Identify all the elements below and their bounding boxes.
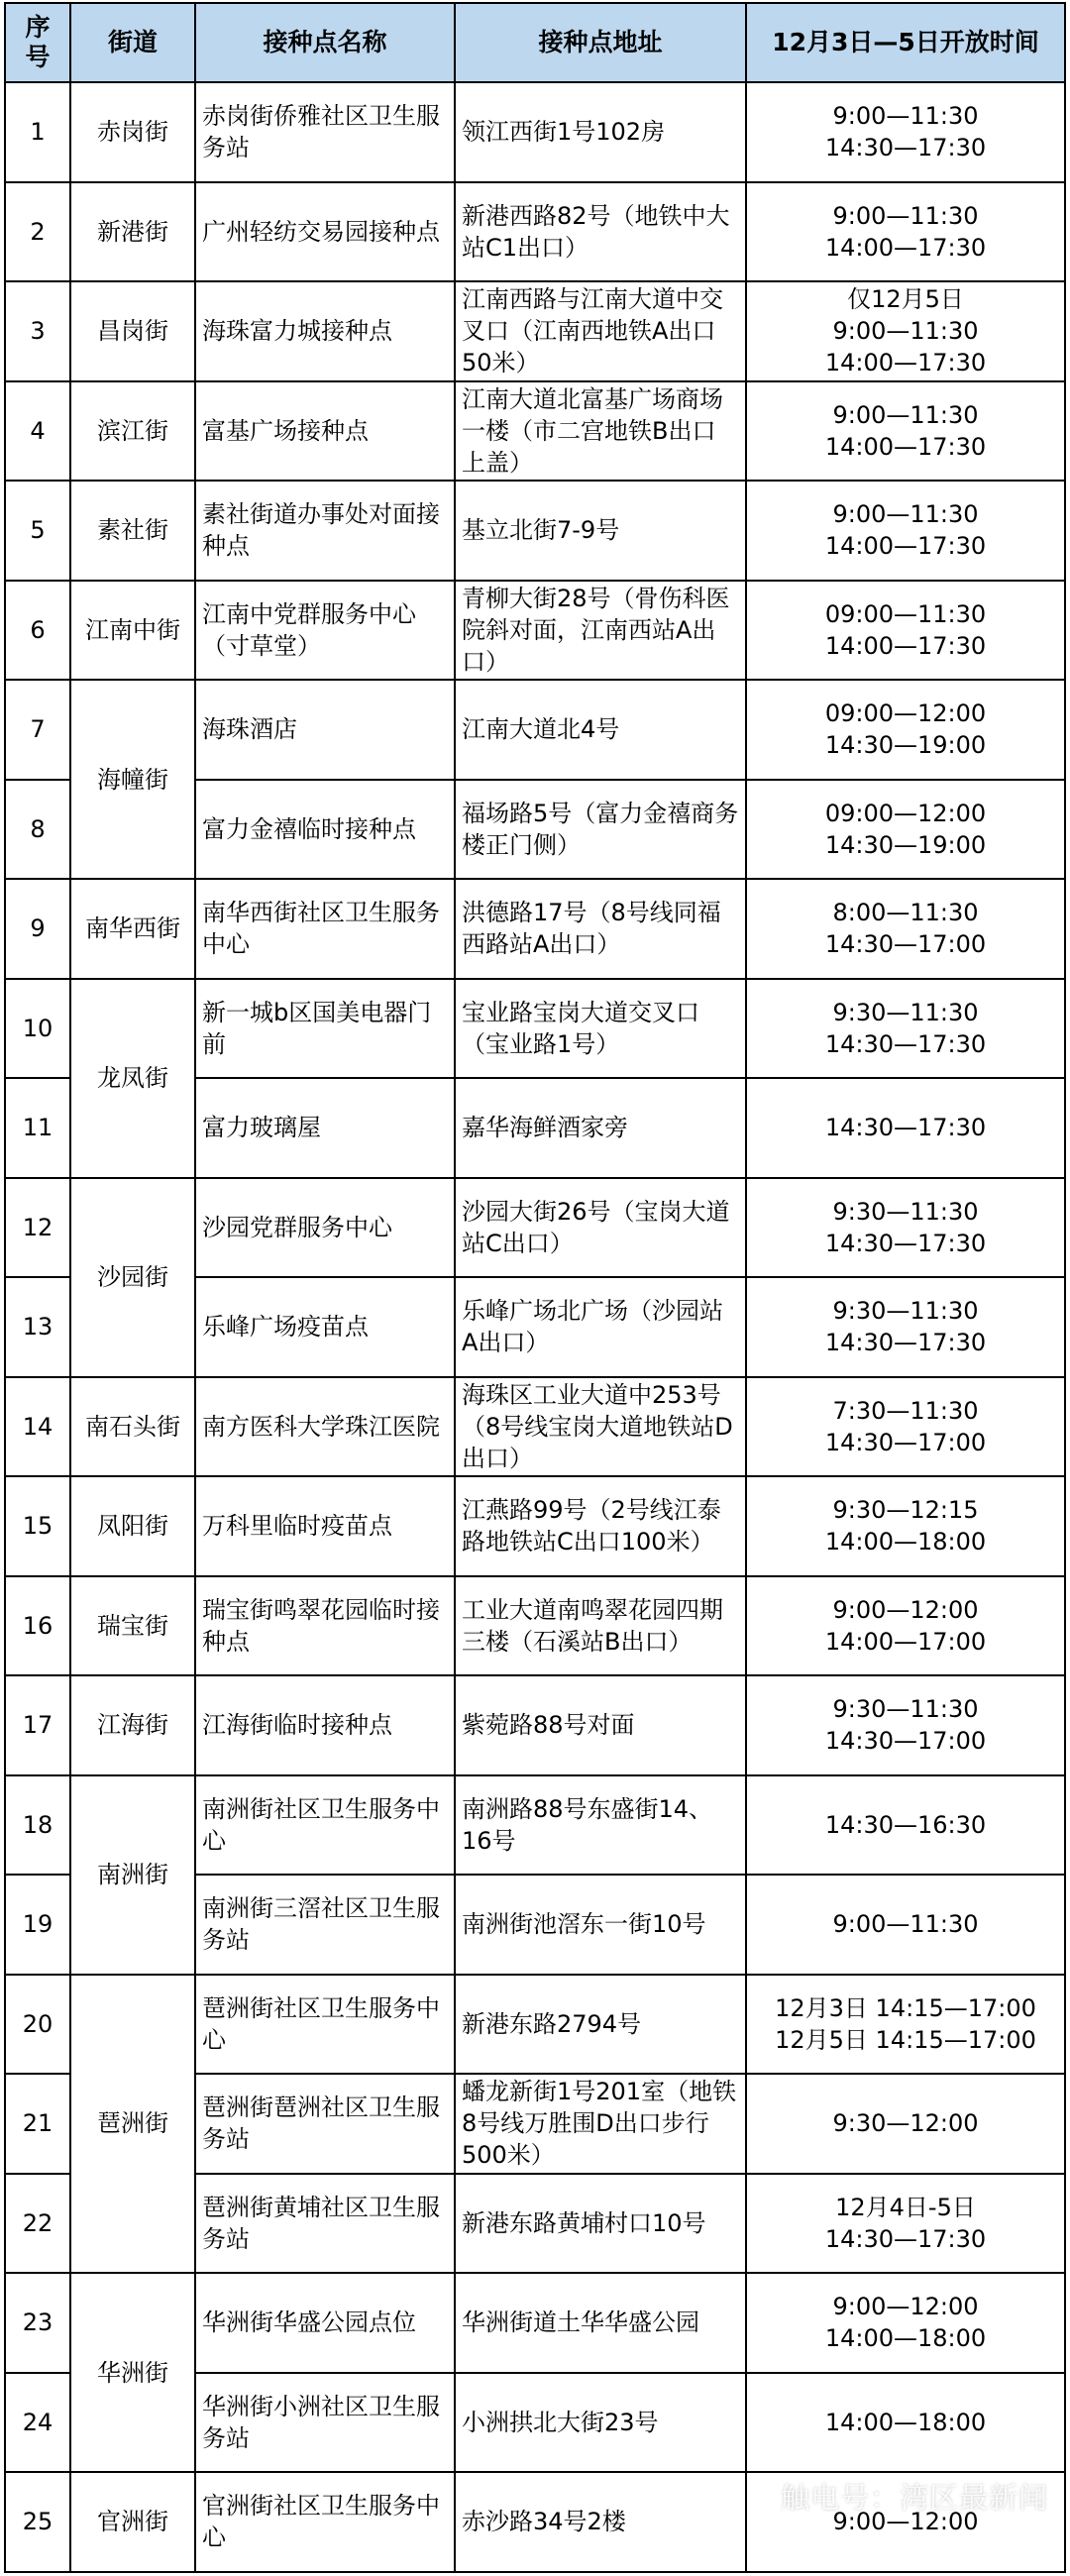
- row-serial-number: 15: [5, 1476, 70, 1576]
- table-header-row: [5, 3, 1065, 82]
- row-opening-time: [746, 2174, 1065, 2274]
- row-street: 赤岗街: [70, 82, 195, 182]
- row-serial-number: 14: [5, 1377, 70, 1477]
- row-serial-number: 9: [5, 879, 70, 979]
- time-slot: 9:00—11:30: [832, 317, 979, 346]
- vaccination-sites-table: [4, 2, 1066, 2573]
- row-site-name: 南方医科大学珠江医院: [195, 1377, 455, 1477]
- row-opening-time: [746, 1775, 1065, 1876]
- row-site-address: 福场路5号（富力金禧商务楼正门侧）: [455, 780, 746, 880]
- time-slot: 9:30—12:00: [832, 2109, 979, 2138]
- time-slot: 09:00—11:30: [824, 599, 987, 628]
- time-slot: 14:00—17:30: [824, 233, 987, 262]
- time-slot: 9:00—11:30: [832, 1910, 979, 1939]
- time-slot: 9:00—12:00: [832, 2293, 979, 2321]
- row-site-address: 海珠区工业大道中253号（8号线宝岗大道地铁站D出口）: [455, 1377, 746, 1477]
- row-serial-number: 19: [5, 1875, 70, 1975]
- time-slot: 09:00—12:00: [824, 699, 987, 728]
- row-opening-time: [746, 1277, 1065, 1377]
- time-slot: 14:30—17:00: [824, 930, 987, 959]
- row-site-name: 富力金禧临时接种点: [195, 780, 455, 880]
- row-site-address: 江南大道北富基广场商场一楼（市二宫地铁B出口上盖）: [455, 381, 746, 482]
- time-slot: 14:30—17:30: [824, 1114, 987, 1142]
- row-serial-number: 25: [5, 2472, 70, 2572]
- time-slot: 14:00—17:30: [824, 532, 987, 561]
- row-opening-time: [746, 1975, 1065, 2075]
- row-opening-time: [746, 1576, 1065, 1676]
- row-site-address: 南洲路88号东盛街14、16号: [455, 1775, 746, 1876]
- row-site-name: 沙园党群服务中心: [195, 1178, 455, 1278]
- time-slot: 14:00—18:00: [824, 2324, 987, 2353]
- row-serial-number: 10: [5, 979, 70, 1079]
- time-slot: 14:30—17:30: [824, 134, 987, 162]
- row-opening-time: [746, 680, 1065, 780]
- row-serial-number: 13: [5, 1277, 70, 1377]
- table-row: [5, 481, 1065, 581]
- row-street: 海幢街: [70, 680, 195, 879]
- table-row: [5, 82, 1065, 182]
- header-site-name: 接种点名称: [195, 3, 455, 82]
- time-slot: 12月4日-5日: [835, 2193, 976, 2221]
- time-slot: 9:00—11:30: [832, 500, 979, 529]
- row-serial-number: 18: [5, 1775, 70, 1876]
- time-slot: 12月3日 14:15—17:00: [775, 1993, 1036, 2022]
- row-site-name: 瑞宝街鸣翠花园临时接种点: [195, 1576, 455, 1676]
- row-opening-time: [746, 381, 1065, 482]
- row-opening-time: [746, 281, 1065, 381]
- header-serial-number: [5, 3, 70, 82]
- row-street: 新港街: [70, 182, 195, 282]
- time-slot: 14:30—17:30: [824, 1029, 987, 1058]
- row-site-address: 蟠龙新街1号201室（地铁8号线万胜围D出口步行500米）: [455, 2074, 746, 2174]
- row-serial-number: 8: [5, 780, 70, 880]
- table-row: [5, 979, 1065, 1079]
- table-row: [5, 1476, 1065, 1576]
- row-street: 滨江街: [70, 381, 195, 482]
- time-slot: 14:00—17:30: [824, 432, 987, 461]
- row-site-name: 官洲街社区卫生服务中心: [195, 2472, 455, 2572]
- time-slot: 7:30—11:30: [832, 1396, 979, 1425]
- row-site-name: 南洲街社区卫生服务中心: [195, 1775, 455, 1876]
- table-row: [5, 1775, 1065, 1876]
- row-site-address: 紫菀路88号对面: [455, 1675, 746, 1775]
- time-slot: 8:00—11:30: [832, 899, 979, 927]
- table-row: [5, 1178, 1065, 1278]
- row-serial-number: 23: [5, 2273, 70, 2373]
- row-opening-time: [746, 481, 1065, 581]
- header-street: 街道: [70, 3, 195, 82]
- row-street: 琶洲街: [70, 1975, 195, 2274]
- row-serial-number: 21: [5, 2074, 70, 2174]
- row-opening-time: [746, 780, 1065, 880]
- row-site-name: 琶洲街黄埔社区卫生服务站: [195, 2174, 455, 2274]
- table-row: [5, 1975, 1065, 2075]
- row-serial-number: 7: [5, 680, 70, 780]
- time-slot: 9:30—11:30: [832, 1297, 979, 1326]
- table-row: [5, 879, 1065, 979]
- row-site-address: 基立北街7-9号: [455, 481, 746, 581]
- table-body: [5, 82, 1065, 2572]
- row-site-name: 海珠富力城接种点: [195, 281, 455, 381]
- time-slot: 14:30—19:00: [824, 830, 987, 859]
- row-site-name: 南洲街三滘社区卫生服务站: [195, 1875, 455, 1975]
- table-row: [5, 1377, 1065, 1477]
- row-site-address: 南洲街池滘东一街10号: [455, 1875, 746, 1975]
- row-site-name: 江南中党群服务中心（寸草堂）: [195, 581, 455, 681]
- time-slot: 14:00—17:00: [824, 1627, 987, 1656]
- time-slot: 9:00—12:00: [832, 1595, 979, 1624]
- time-slot: 14:30—16:30: [824, 1810, 987, 1839]
- table-row: [5, 581, 1065, 681]
- row-site-name: 万科里临时疫苗点: [195, 1476, 455, 1576]
- row-opening-time: [746, 1875, 1065, 1975]
- time-slot: 09:00—12:00: [824, 799, 987, 827]
- row-site-address: 工业大道南鸣翠花园四期三楼（石溪站B出口）: [455, 1576, 746, 1676]
- row-street: 昌岗街: [70, 281, 195, 381]
- row-site-address: 新港西路82号（地铁中大站C1出口）: [455, 182, 746, 282]
- row-serial-number: 17: [5, 1675, 70, 1775]
- time-slot: 9:30—11:30: [832, 998, 979, 1026]
- row-site-name: 素社街道办事处对面接种点: [195, 481, 455, 581]
- row-serial-number: 3: [5, 281, 70, 381]
- row-site-address: 洪德路17号（8号线同福西路站A出口）: [455, 879, 746, 979]
- row-site-address: 江南大道北4号: [455, 680, 746, 780]
- row-site-address: 华洲街道土华华盛公园: [455, 2273, 746, 2373]
- row-site-name: 华洲街小洲社区卫生服务站: [195, 2373, 455, 2473]
- row-site-name: 乐峰广场疫苗点: [195, 1277, 455, 1377]
- row-opening-time: [746, 979, 1065, 1079]
- source-watermark: 触电号：湾区最新闻: [780, 2481, 1048, 2515]
- row-opening-time: [746, 2373, 1065, 2473]
- row-site-name: 琶洲街琶洲社区卫生服务站: [195, 2074, 455, 2174]
- row-serial-number: 5: [5, 481, 70, 581]
- row-street: 凤阳街: [70, 1476, 195, 1576]
- row-street: 沙园街: [70, 1178, 195, 1377]
- header-opening-time: 12月3日—5日开放时间: [746, 3, 1065, 82]
- row-opening-time: [746, 182, 1065, 282]
- table-row: [5, 2273, 1065, 2373]
- time-slot: 9:00—11:30: [832, 400, 979, 429]
- row-site-address: 赤沙路34号2楼: [455, 2472, 746, 2572]
- row-site-address: 新港东路2794号: [455, 1975, 746, 2075]
- row-site-name: 江海街临时接种点: [195, 1675, 455, 1775]
- table-row: [5, 182, 1065, 282]
- row-serial-number: 16: [5, 1576, 70, 1676]
- row-serial-number: 24: [5, 2373, 70, 2473]
- row-site-address: 宝业路宝岗大道交叉口（宝业路1号）: [455, 979, 746, 1079]
- row-site-address: 新港东路黄埔村口10号: [455, 2174, 746, 2274]
- header-serial-line2: 号: [25, 43, 51, 71]
- row-site-address: 领江西街1号102房: [455, 82, 746, 182]
- row-serial-number: 4: [5, 381, 70, 482]
- row-site-name: 广州轻纺交易园接种点: [195, 182, 455, 282]
- time-slot: 9:30—11:30: [832, 1695, 979, 1724]
- time-slot: 9:00—12:00: [832, 2508, 979, 2536]
- time-slot: 9:30—12:15: [832, 1496, 979, 1525]
- row-opening-time: [746, 82, 1065, 182]
- row-serial-number: 20: [5, 1975, 70, 2075]
- row-site-name: 海珠酒店: [195, 680, 455, 780]
- row-site-name: 琶洲街社区卫生服务中心: [195, 1975, 455, 2075]
- table-row: [5, 1576, 1065, 1676]
- time-slot: 9:00—11:30: [832, 102, 979, 131]
- time-slot: 12月5日 14:15—17:00: [775, 2025, 1036, 2054]
- row-street: 素社街: [70, 481, 195, 581]
- table-row: [5, 680, 1065, 780]
- row-opening-time: [746, 1377, 1065, 1477]
- row-opening-time: [746, 1675, 1065, 1775]
- row-opening-time: [746, 581, 1065, 681]
- row-site-address: 嘉华海鲜酒家旁: [455, 1078, 746, 1178]
- row-opening-time: [746, 2273, 1065, 2373]
- row-site-address: 沙园大街26号（宝岗大道站C出口）: [455, 1178, 746, 1278]
- row-serial-number: 1: [5, 82, 70, 182]
- time-slot: 14:30—17:30: [824, 2224, 987, 2253]
- row-opening-time: [746, 1078, 1065, 1178]
- header-serial-line1: 序: [25, 13, 51, 42]
- time-slot: 14:30—19:00: [824, 731, 987, 760]
- row-street: 南华西街: [70, 879, 195, 979]
- table-row: [5, 281, 1065, 381]
- row-street: 华洲街: [70, 2273, 195, 2472]
- time-slot: 仅12月5日: [847, 285, 964, 314]
- row-serial-number: 12: [5, 1178, 70, 1278]
- time-slot: 14:30—17:00: [824, 1727, 987, 1756]
- row-opening-time: [746, 1178, 1065, 1278]
- row-street: 南洲街: [70, 1775, 195, 1975]
- row-opening-time: [746, 879, 1065, 979]
- time-slot: 14:00—17:30: [824, 349, 987, 377]
- row-site-name: 富基广场接种点: [195, 381, 455, 482]
- header-site-address: 接种点地址: [455, 3, 746, 82]
- row-site-name: 新一城b区国美电器门前: [195, 979, 455, 1079]
- time-slot: 14:30—17:30: [824, 1329, 987, 1357]
- row-street: 江海街: [70, 1675, 195, 1775]
- time-slot: 14:00—18:00: [824, 2408, 987, 2436]
- table-row: [5, 1675, 1065, 1775]
- row-site-name: 南华西街社区卫生服务中心: [195, 879, 455, 979]
- row-serial-number: 2: [5, 182, 70, 282]
- row-street: 南石头街: [70, 1377, 195, 1477]
- row-site-name: 富力玻璃屋: [195, 1078, 455, 1178]
- row-site-name: 赤岗街侨雅社区卫生服务站: [195, 82, 455, 182]
- row-site-address: 青柳大街28号（骨伤科医院斜对面，江南西站A出口）: [455, 581, 746, 681]
- row-street: 瑞宝街: [70, 1576, 195, 1676]
- table-row: [5, 381, 1065, 482]
- row-site-address: 乐峰广场北广场（沙园站A出口）: [455, 1277, 746, 1377]
- row-street: 江南中街: [70, 581, 195, 681]
- row-street: 官洲街: [70, 2472, 195, 2572]
- time-slot: 9:00—11:30: [832, 201, 979, 230]
- row-site-address: 小洲拱北大街23号: [455, 2373, 746, 2473]
- row-opening-time: [746, 1476, 1065, 1576]
- row-street: 龙凤街: [70, 979, 195, 1178]
- row-serial-number: 22: [5, 2174, 70, 2274]
- row-site-address: 江燕路99号（2号线江泰路地铁站C出口100米）: [455, 1476, 746, 1576]
- row-opening-time: [746, 2074, 1065, 2174]
- row-site-name: 华洲街华盛公园点位: [195, 2273, 455, 2373]
- time-slot: 9:30—11:30: [832, 1197, 979, 1226]
- row-serial-number: 6: [5, 581, 70, 681]
- time-slot: 14:00—17:30: [824, 631, 987, 660]
- row-site-address: 江南西路与江南大道中交叉口（江南西地铁A出口50米）: [455, 281, 746, 381]
- time-slot: 14:00—18:00: [824, 1528, 987, 1556]
- time-slot: 14:30—17:30: [824, 1229, 987, 1257]
- row-serial-number: 11: [5, 1078, 70, 1178]
- time-slot: 14:30—17:00: [824, 1428, 987, 1456]
